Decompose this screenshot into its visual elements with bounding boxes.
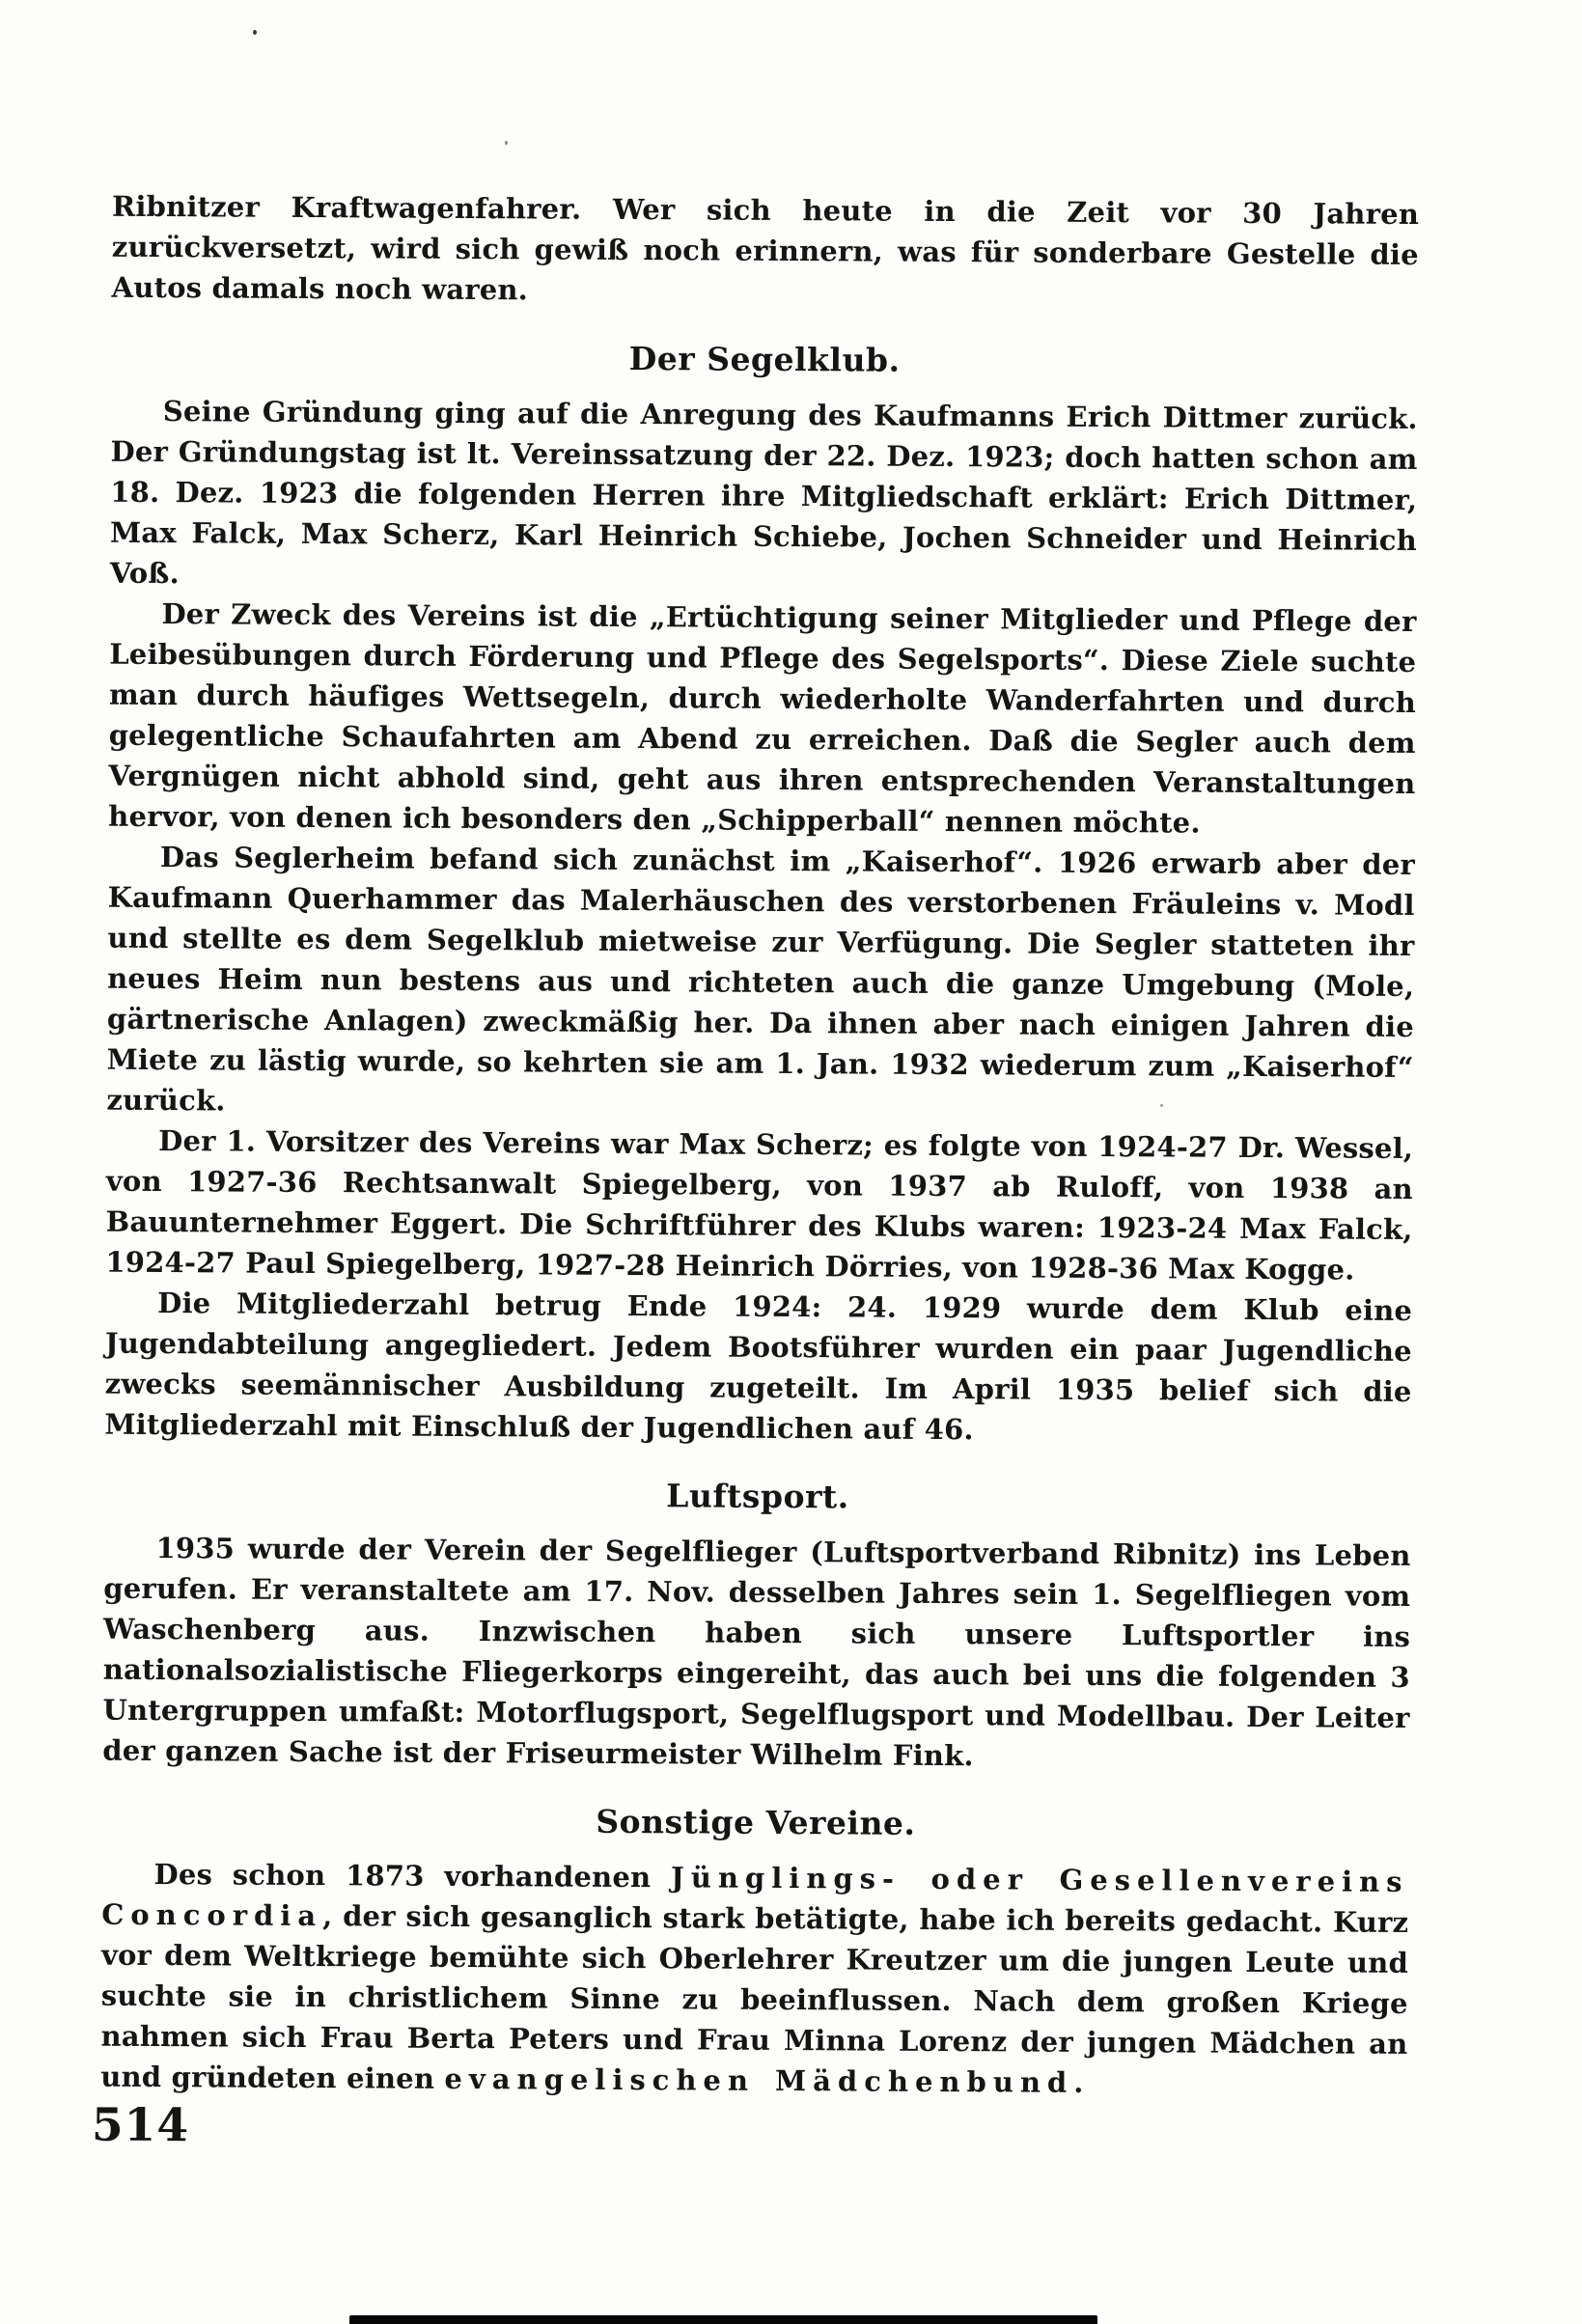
section-heading-sonstige-vereine: Sonstige Vereine. xyxy=(596,1802,916,1842)
paragraph xyxy=(100,1854,1409,2105)
text-segment: . xyxy=(1073,2065,1084,2099)
text-segment: , der sich gesanglich stark betätigte, habe ich bereits gedacht. Kurz vor dem Weltkriege bemühte sich Oberlehrer Kreutzer um die jungen Leute und suchte sie in christlichem Sinne zu beeinflussen. Nach dem großen Kriege nahmen sich Frau Berta Peters und Frau Minna Lorenz der jungen Mädchen an und gründeten einen xyxy=(100,1899,1409,2095)
paragraph: 1935 wurde der Verein der Segelflieger (Luftsportverband Ribnitz) ins Leben gerufen. Er veranstaltete am 17. Nov. desselben Jahres sein 1. Segelfliegen vom Waschenberg aus. Inzwischen haben sich unsere Luftsportler ins nationalsozialistische Fliegerkorps eingereiht, das auch bei uns die folgenden 3 Untergruppen umfaßt: Motorflugsport, Segelflugsport und Modellbau. Der Leiter der ganzen Sache ist der Friseurmeister Wilhelm Fink. xyxy=(102,1531,1411,1773)
section-heading-segelklub: Der Segelklub. xyxy=(628,339,901,379)
paragraph: Der Zweck des Vereins ist die „Ertüchtigung seiner Mitglieder und Pflege der Leibesübungen durch Förderung und Pflege des Segelsports“. Diese Ziele suchte man durch häufiges Wettsegeln, durch wiederholte Wanderfahrten und durch gelegentliche Schaufahrten am Abend zu erreichen. Daß die Segler auch dem Vergnügen nicht abhold sind, geht aus ihren entsprechenden Veranstaltungen hervor, von denen ich besonders den „Schipperball“ nennen möchte. xyxy=(108,597,1417,840)
scan-speck xyxy=(1160,1104,1163,1107)
text-block xyxy=(100,186,1419,2105)
text-segment-letterspaced: evangelischen Mädchenbund xyxy=(444,2061,1074,2099)
paragraph: Die Mitgliederzahl betrug Ende 1924: 24. 1929 wurde dem Klub eine Jugendabteilung angegliedert. Jedem Bootsführer wurden ein paar Jugendliche zwecks seemännischer Ausbildung zugeteilt. Im April 1935 belief sich die Mitgliederzahl mit Einschluß der Jugendlichen auf 46. xyxy=(104,1286,1413,1447)
scan-speck xyxy=(505,141,508,145)
text-segment: Des schon 1873 vorhandenen xyxy=(153,1857,672,1895)
intro-paragraph: Ribnitzer Kraftwagenfahrer. Wer sich heute in die Zeit vor 30 Jahren zurückversetzt, wird sich gewiß noch erinnern, was für sonderbare Gestelle die Autos damals noch waren. xyxy=(111,189,1420,307)
paragraph: Das Seglerheim befand sich zunächst im „Kaiserhof“. 1926 erwarb aber der Kaufmann Querhammer das Malerhäuschen des verstorbenen Fräuleins v. Modl und stellte es dem Segelklub mietweise zur Verfügung. Die Segler statteten ihr neues Heim nun bestens aus und richteten auch die ganze Umgebung (Mole, gärtnerische Anlagen) zweckmäßig her. Da ihnen aber nach einigen Jahren die Miete zu lästig wurde, so kehrten sie am 1. Jan. 1932 wiederum zum „Kaiserhof“ zurück. xyxy=(106,841,1416,1118)
text-segment-letterspaced: Jünglings- oder Gesellenvereins Concordia xyxy=(101,1861,1409,1933)
scan-edge-artifact xyxy=(349,2315,1097,2324)
paragraph: Seine Gründung ging auf die Anregung des Kaufmanns Erich Dittmer zurück. Der Gründungstag ist lt. Vereinssatzung der 22. Dez. 1923; doch hatten schon am 18. Dez. 1923 die folgenden Herren ihre Mitgliedschaft erklärt: Erich Dittmer, Max Falck, Max Scherz, Karl Heinrich Schiebe, Jochen Schneider und Heinrich Voß. xyxy=(109,395,1418,591)
paragraph: Der 1. Vorsitzer des Vereins war Max Scherz; es folgte von 1924-27 Dr. Wessel, von 1927-36 Rechtsanwalt Spiegelberg, von 1937 ab Ruloff, von 1938 an Bauunternehmer Eggert. Die Schriftführer des Klubs waren: 1923-24 Max Falck, 1924-27 Paul Spiegelberg, 1927-28 Heinrich Dörries, von 1928-36 Max Kogge. xyxy=(105,1124,1414,1286)
page-number: 514 xyxy=(91,2098,190,2153)
scan-speck xyxy=(253,30,257,35)
section-heading-luftsport: Luftsport. xyxy=(666,1477,849,1516)
